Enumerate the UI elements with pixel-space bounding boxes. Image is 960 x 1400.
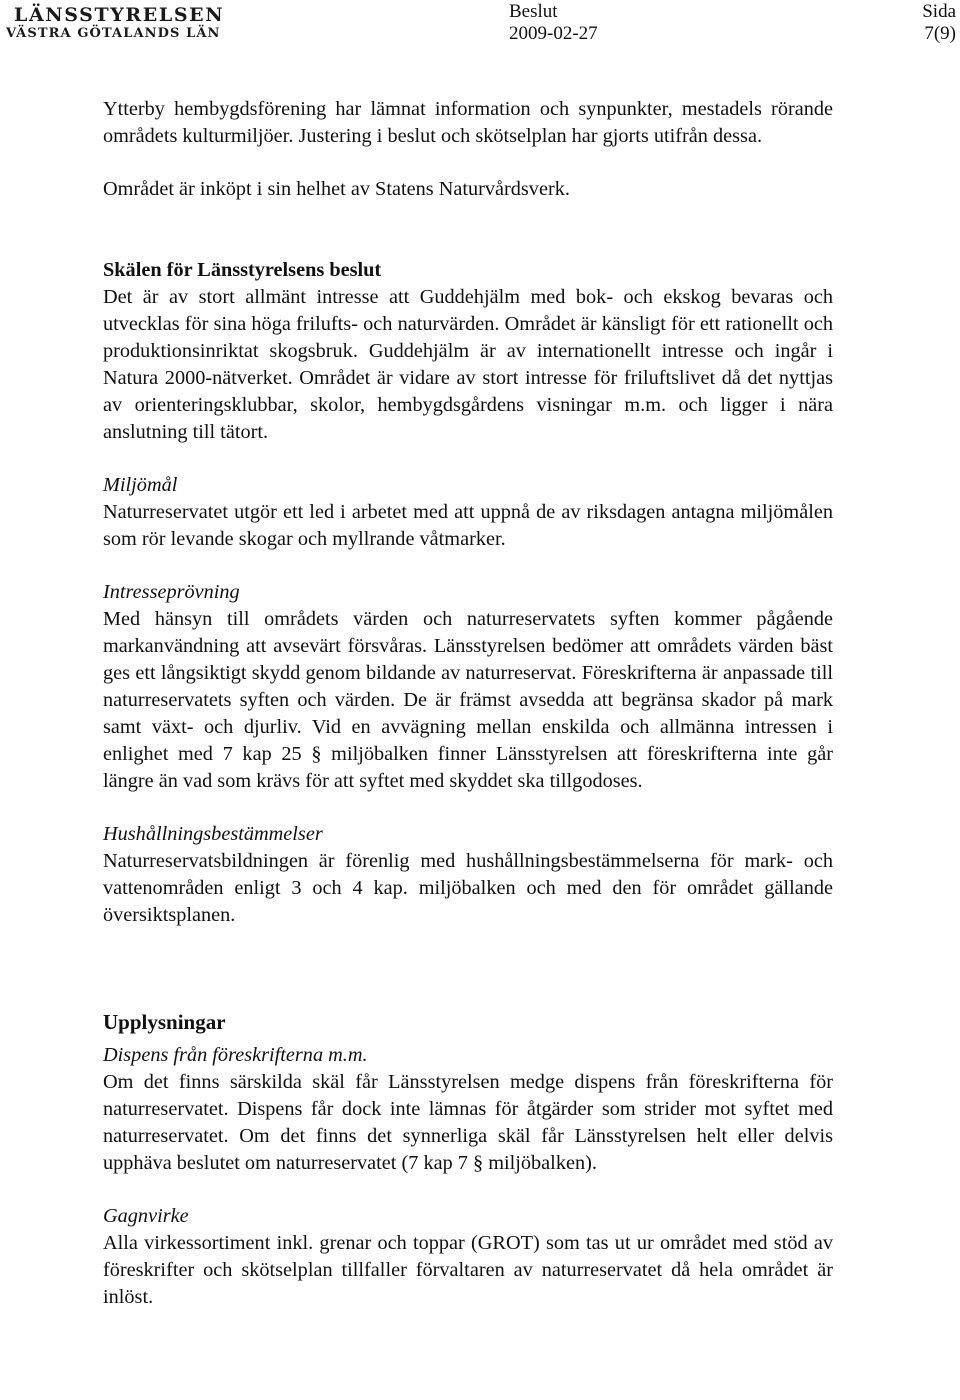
section-heading-skalen: Skälen för Länsstyrelsens beslut [103,259,382,281]
section-heading-hushallning: Hushållningsbestämmelser [103,823,323,845]
page-number: 7(9) [924,23,956,44]
section-text-miljomal: Naturreservatet utgör ett led i arbetet med att uppnå de av riksdagen antagna miljömålen som rör levande skogar och myllrande våtmarker. [103,501,833,550]
section-heading-upplysningar: Upplysningar [103,1010,226,1034]
section-heading-gagnvirke: Gagnvirke [103,1205,189,1227]
document-date: 2009-02-27 [509,23,598,44]
document-body [103,96,833,1311]
section-heading-intresseprovning: Intresseprövning [103,581,240,603]
section-text-gagnvirke: Alla virkessortiment inkl. grenar och toppar (GROT) som tas ut ur området med stöd av föreskrifter och skötselplan tillfaller förvaltaren av naturreservatet då hela området är inlöst. [103,1232,833,1308]
section-heading-dispens: Dispens från föreskrifterna m.m. [103,1044,368,1066]
agency-logo-name: LÄNSSTYRELSEN [14,4,225,26]
section-text-skalen: Det är av stort allmänt intresse att Guddehjälm med bok- och ekskog bevaras och utvecklas för sina höga frilufts- och naturvärden. Området är känsligt för ett rationellt och produktionsinriktat skogsbruk. Guddehjälm är av internationellt intresse och ingår i Natura 2000-nätverket. Området är vidare av stort intresse för friluftslivet då det nyttjas av orienteringsklubbar, skolor, hembygdsgårdens visningar m.m. och ligger i nära anslutning till tätort. [103,286,833,443]
agency-logo-county: VÄSTRA GÖTALANDS LÄN [6,26,221,41]
section-text-hushallning: Naturreservatsbildningen är förenlig med hushållningsbestämmelserna för mark- och vattenområden enligt 3 och 4 kap. miljöbalken och med den för området gällande översiktsplanen. [103,850,833,926]
document-header [0,0,960,50]
section-text-dispens: Om det finns särskilda skäl får Länsstyrelsen medge dispens från föreskrifterna för naturreservatet. Dispens får dock inte lämnas för åtgärder som strider mot syftet med naturreservatet. Om det finns det synnerliga skäl får Länsstyrelsen helt eller delvis upphäva beslutet om naturreservatet (7 kap 7 § miljöbalken). [103,1071,833,1174]
intro-paragraph-2: Området är inköpt i sin helhet av Statens Naturvårdsverk. [103,178,570,200]
document-type: Beslut [509,1,558,22]
intro-paragraph-1: Ytterby hembygdsförening har lämnat information och synpunkter, mestadels rörande områdets kulturmiljöer. Justering i beslut och skötselplan har gjorts utifrån dessa. [103,98,833,147]
page-label: Sida [922,1,956,22]
section-heading-miljomal: Miljömål [103,474,178,496]
section-text-intresseprovning: Med hänsyn till områdets värden och naturreservatets syften kommer pågående markanvändning att avsevärt försvåras. Länsstyrelsen bedömer att områdets värden bäst ges ett långsiktigt skydd genom bildande av naturreservat. Föreskrifterna är anpassade till naturreservatets syften och värden. De är främst avsedda att begränsa skador på mark samt växt- och djurliv. Vid en avvägning mellan enskilda och allmänna intressen i enlighet med 7 kap 25 § miljöbalken finner Länsstyrelsen att föreskrifterna inte går längre än vad som krävs för att syftet med skyddet ska tillgodoses. [103,608,833,792]
